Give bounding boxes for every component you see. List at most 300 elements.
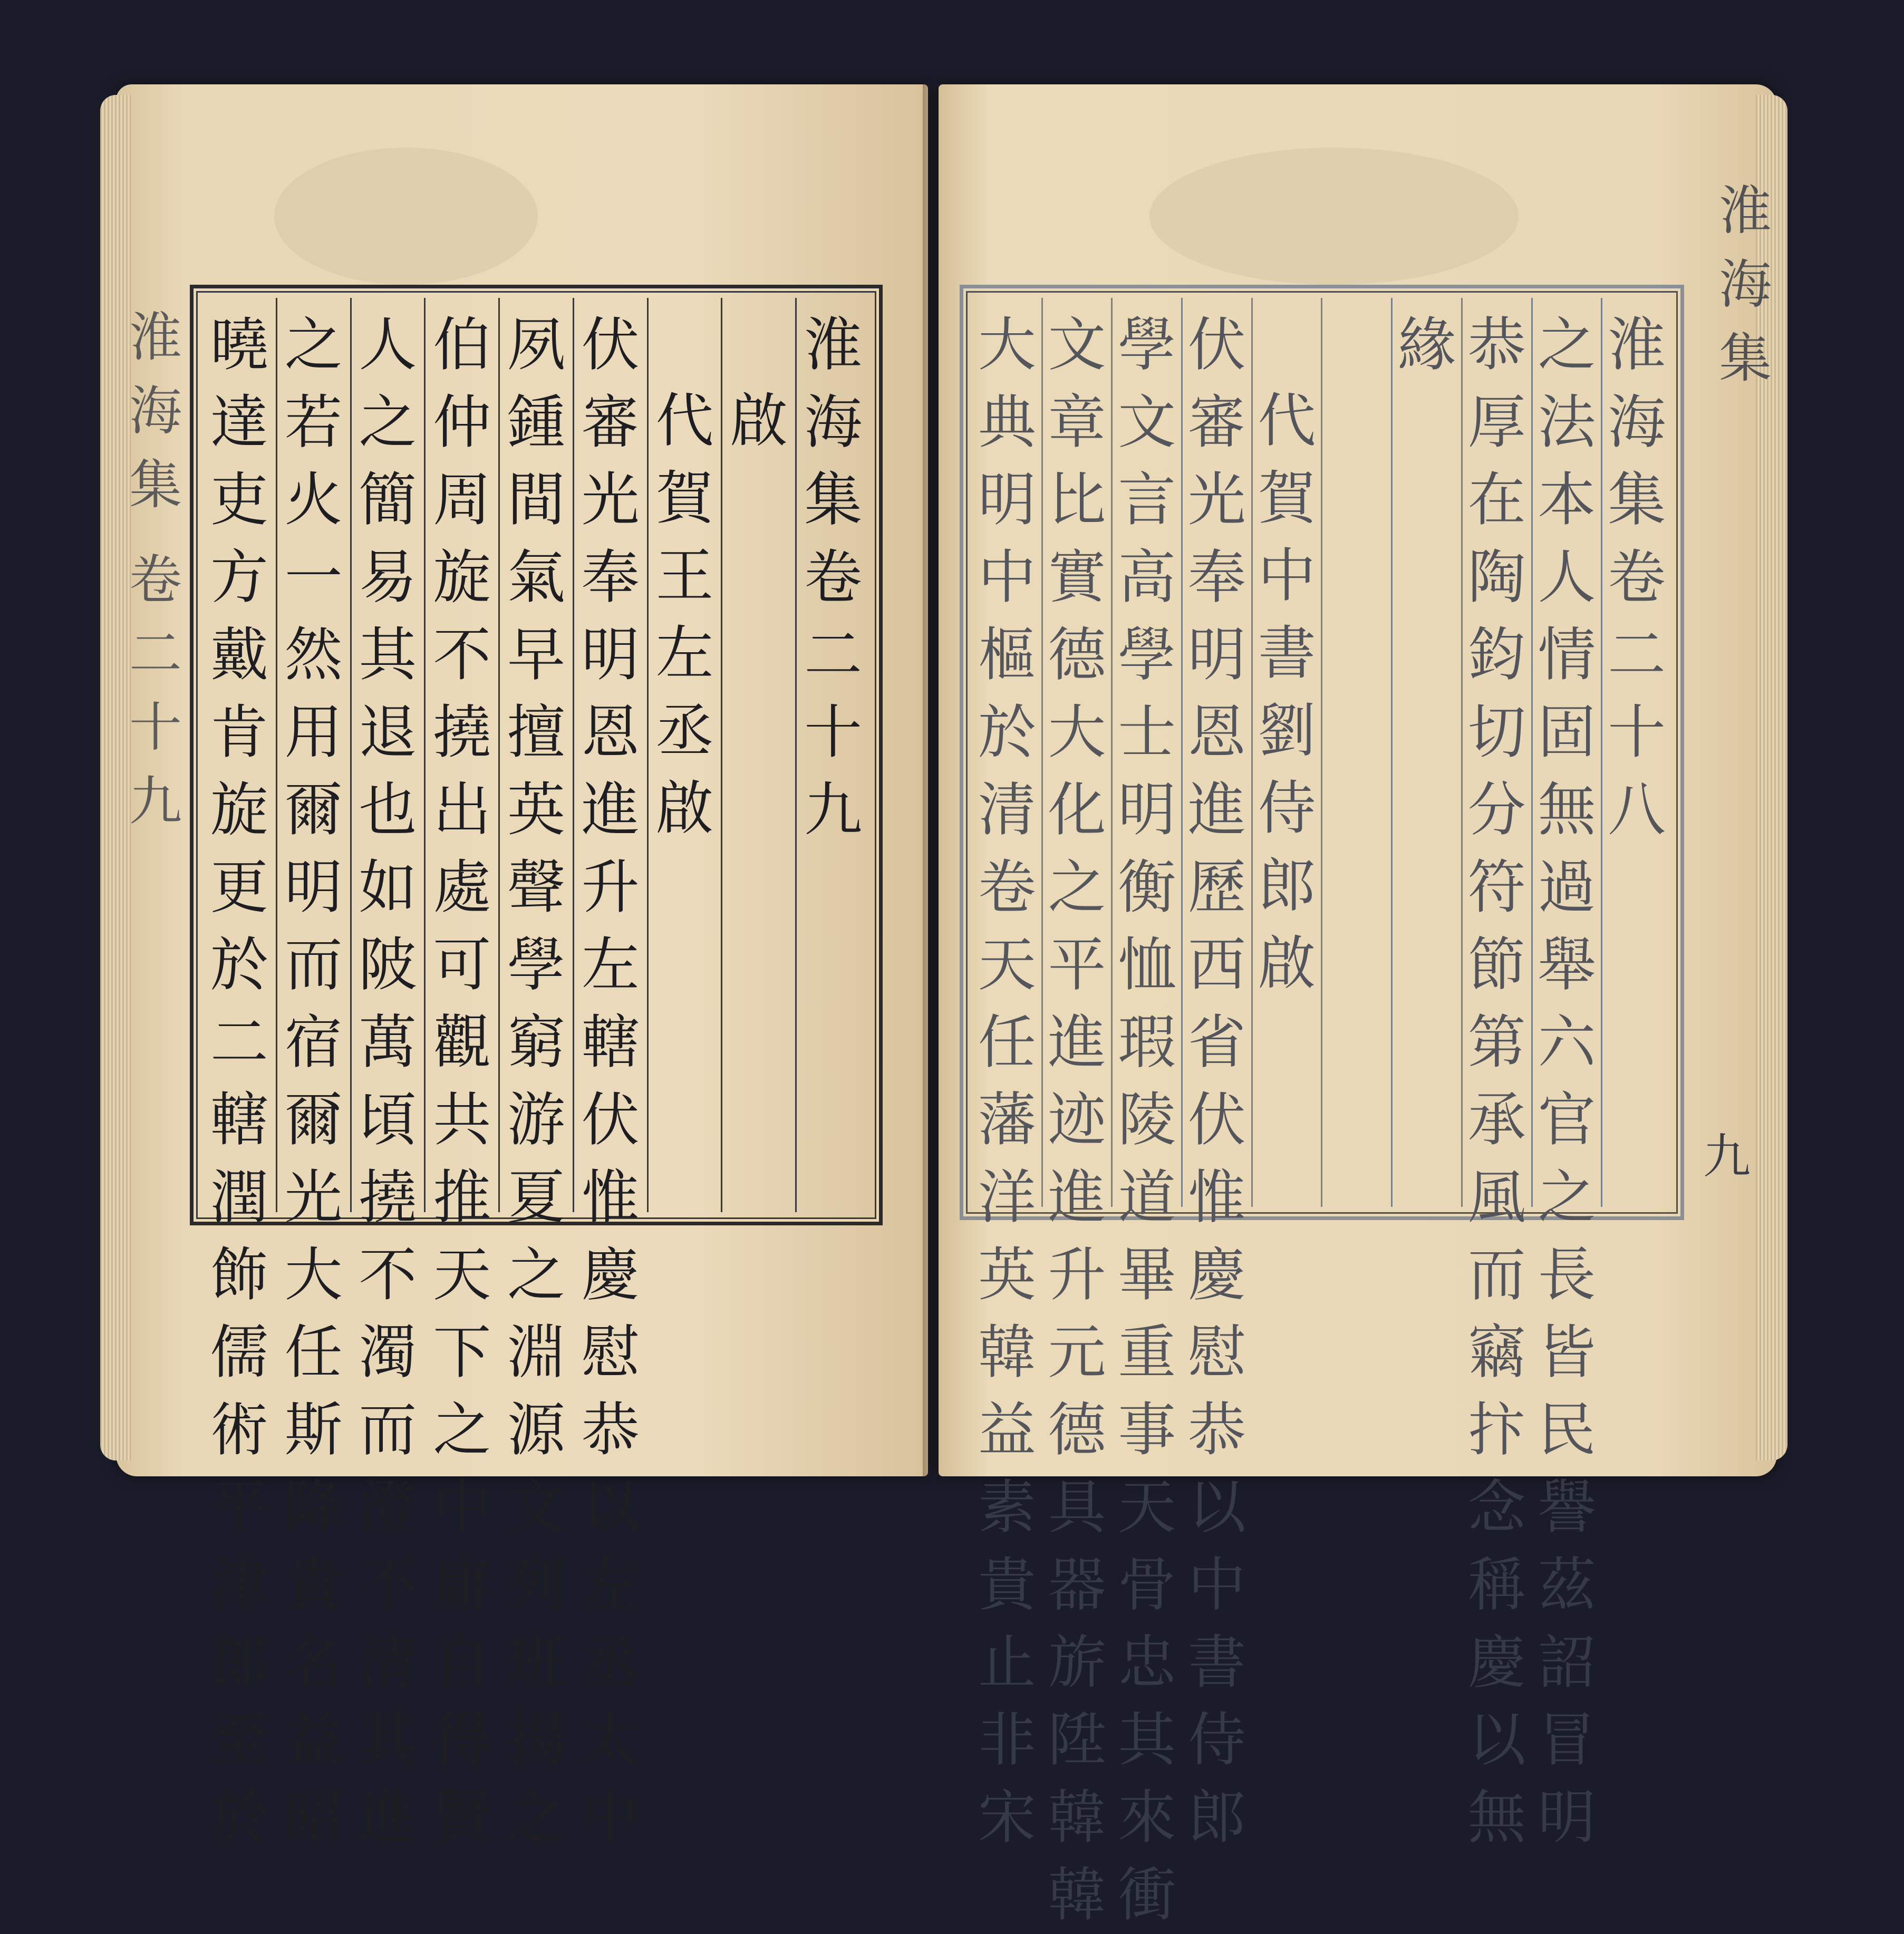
character: 慶 [581,1241,640,1309]
character: 抃 [1467,1396,1526,1464]
character: 比 [1048,466,1106,534]
character: 左 [581,931,640,999]
character: 念 [1467,1474,1526,1541]
character: 伏 [581,311,640,379]
character: 清 [359,1629,417,1696]
character: 爾 [284,776,343,844]
character: 而 [359,1396,417,1464]
character: 撓 [359,1164,417,1231]
character: 止 [978,1629,1036,1696]
character: 在 [1467,466,1526,534]
character: 骨 [1118,1551,1176,1619]
character: 賀 [1258,465,1316,532]
character: 伏 [1187,1086,1246,1154]
character: 官 [1538,1086,1596,1154]
character: 以 [1467,1706,1526,1774]
character: 其 [359,1706,417,1774]
character: 也 [359,776,417,844]
character: 之 [507,1784,565,1851]
character: 奉 [1187,544,1246,611]
character: 二 [1608,621,1666,689]
character: 清 [978,776,1036,844]
character: 明 [1538,1784,1596,1851]
character: 大 [1048,699,1106,766]
character: 緣 [1398,311,1456,379]
character: 人 [359,311,417,379]
character: 夏 [507,1164,565,1231]
character: 詔 [1538,1629,1596,1696]
text-column [721,298,795,1212]
character: 吏 [210,466,268,534]
character: 鈞 [1467,621,1526,689]
character: 惟 [1187,1164,1246,1231]
character: 進 [581,776,640,844]
character: 簡 [359,466,417,534]
character: 瑕 [1118,1009,1176,1076]
character: 符 [1467,854,1526,921]
character: 光 [581,466,640,534]
character: 恭 [1467,311,1526,379]
character: 窮 [507,1009,565,1076]
text-column [795,298,869,1212]
character: 明 [1118,776,1176,844]
character: 侍 [1258,775,1316,842]
character: 昭 [284,1784,343,1851]
character: 啟 [1258,930,1316,997]
character: 竊 [1467,1319,1526,1386]
character: 太 [581,1706,640,1774]
character: 之 [1048,854,1106,921]
character: 分 [1467,776,1526,844]
character: 不 [359,1241,417,1309]
character: 化 [1048,776,1106,844]
character: 啟 [730,387,788,455]
character: 審 [581,389,640,456]
right-page [939,84,1777,1929]
character: 以 [581,1474,640,1541]
character: 然 [284,621,343,689]
character: 韓 [1048,1861,1106,1929]
character: 其 [1118,1706,1176,1774]
character: 高 [1118,544,1176,611]
character: 一 [284,544,343,611]
character: 聲 [507,854,565,921]
text-column [203,298,276,1851]
character: 二 [804,621,863,689]
character: 列 [507,1551,565,1619]
character: 於 [210,931,268,999]
character: 賢 [433,1784,491,1851]
character: 光 [1187,466,1246,534]
character: 可 [433,931,491,999]
character: 任 [284,1319,343,1386]
character: 陵 [1118,1086,1176,1154]
character: 不 [359,1551,417,1619]
character: 西 [1187,931,1246,999]
character: 忠 [1118,1629,1176,1696]
character: 間 [507,466,565,534]
character: 於 [210,1784,268,1851]
character: 撓 [433,699,491,766]
character: 情 [1538,621,1596,689]
character: 其 [359,621,417,689]
character: 中 [433,1474,491,1541]
character: 火 [284,466,343,534]
character: 文 [507,1474,565,1541]
character: 慶 [1187,1241,1246,1309]
text-column [350,298,424,1851]
character: 降 [284,1474,343,1541]
character: 下 [433,1319,491,1386]
character: 夙 [507,311,565,379]
character: 郎 [1258,852,1316,920]
character: 章 [1048,389,1106,456]
character: 益 [284,1706,343,1774]
character: 海 [804,389,863,456]
character: 源 [507,1396,565,1464]
character: 用 [284,699,343,766]
text-column [1181,298,1251,1851]
character: 士 [1118,699,1176,766]
character: 曉 [210,311,268,379]
text-column [647,298,721,1212]
character: 淮 [804,311,863,379]
text-column [1601,298,1671,1207]
character: 重 [1118,1319,1176,1386]
character: 慰 [581,1319,640,1386]
left-margin-title: 淮 海 集 卷 二 十 九 [129,306,182,832]
paper-stain [274,148,538,285]
character: 茲 [1538,1551,1596,1619]
character: 郎 [210,1629,268,1696]
character: 人 [1538,544,1596,611]
text-column [1041,298,1112,1929]
character: 英 [978,1241,1036,1309]
character: 海 [1608,389,1666,456]
character: 器 [1048,1551,1106,1619]
character: 明 [581,621,640,689]
character: 切 [1467,699,1526,766]
text-column [1111,298,1181,1929]
character: 術 [210,1396,268,1464]
character: 藩 [978,1086,1036,1154]
character: 省 [1187,1009,1246,1076]
character: 之 [1538,311,1596,379]
character: 而 [284,931,343,999]
character: 更 [210,854,268,921]
character: 畢 [1118,1241,1176,1309]
text-column [276,298,350,1851]
character: 二 [210,1009,268,1076]
character: 如 [359,854,417,921]
character: 陞 [1048,1706,1106,1774]
character: 宋 [978,1784,1036,1851]
character: 來 [1118,1784,1176,1851]
character: 之 [433,1396,491,1464]
character: 以 [1187,1474,1246,1541]
character: 節 [1467,931,1526,999]
character: 共 [433,1086,491,1154]
character: 德 [1048,621,1106,689]
character: 觀 [433,1009,491,1076]
character: 無 [1538,776,1596,844]
character: 承 [1467,1086,1526,1154]
character: 方 [210,544,268,611]
character: 平 [210,1474,268,1541]
character: 益 [978,1396,1036,1464]
character: 書 [1187,1629,1246,1696]
character: 元 [1048,1319,1106,1386]
character: 八 [1608,776,1666,844]
character: 於 [978,699,1036,766]
character: 文 [1048,311,1106,379]
character: 貴 [284,1551,343,1619]
character: 具 [1048,1474,1106,1541]
character: 法 [1538,389,1596,456]
character: 不 [433,621,491,689]
right-edge-title: 淮 海 集 [1714,174,1777,395]
character: 厚 [1467,389,1526,456]
character: 天 [978,931,1036,999]
character: 過 [1538,854,1596,921]
text-column [573,298,647,1851]
character: 舉 [1538,931,1596,999]
text-column [1531,298,1601,1851]
character: 冒 [1538,1706,1596,1774]
character: 明 [978,466,1036,534]
character: 十 [1608,699,1666,766]
text-column [498,298,573,1851]
character: 慰 [1187,1319,1246,1386]
character: 恩 [581,699,640,766]
text-column [1461,298,1531,1851]
character: 旋 [433,544,491,611]
character: 書 [1258,620,1316,687]
left-text-frame [190,285,883,1851]
character: 萬 [359,1009,417,1076]
character: 旂 [1048,1629,1106,1696]
character: 歷 [1187,854,1246,921]
character: 斯 [284,1396,343,1464]
character: 肯 [210,699,268,766]
character: 典 [978,389,1036,456]
character: 中 [1187,1551,1246,1619]
character: 皆 [1538,1319,1596,1386]
page-number: 九 [1703,1129,1751,1184]
character: 名 [284,1629,343,1696]
character: 宿 [284,1009,343,1076]
character: 大 [284,1241,343,1309]
character: 津 [210,1551,268,1619]
text-column [1391,298,1461,1207]
character: 明 [1187,621,1246,689]
character: 旋 [210,776,268,844]
text-column [973,298,1041,1851]
character: 潤 [210,1164,268,1231]
character: 學 [1118,311,1176,379]
character: 無 [1467,1784,1526,1851]
character: 之 [284,311,343,379]
character: 代 [1258,387,1316,455]
character: 進 [1187,776,1246,844]
character: 易 [359,544,417,611]
open-book [116,84,1777,1929]
character: 學 [1118,621,1176,689]
character: 平 [1048,931,1106,999]
character: 丞 [581,1629,640,1696]
character: 爾 [284,1086,343,1154]
character: 擅 [507,699,565,766]
character: 貴 [978,1551,1036,1619]
character: 固 [1538,699,1596,766]
character: 揚 [507,1706,565,1774]
character: 中 [978,544,1036,611]
character: 九 [804,776,863,844]
character: 升 [581,854,640,921]
character: 左 [581,1551,640,1619]
character: 中 [581,1784,640,1851]
character: 王 [655,542,714,610]
character: 非 [978,1706,1036,1774]
character: 班 [507,1629,565,1696]
character: 代 [655,387,714,455]
character: 推 [433,1164,491,1231]
character: 退 [359,699,417,766]
character: 出 [433,776,491,844]
character: 進 [1048,1164,1106,1231]
character: 第 [1467,1009,1526,1076]
character: 至 [210,1706,268,1774]
character: 恩 [1187,699,1246,766]
character: 集 [804,466,863,534]
character: 處 [433,854,491,921]
character: 惟 [581,1164,640,1231]
character: 衝 [1118,1861,1176,1929]
character: 慶 [1467,1629,1526,1696]
character: 素 [978,1474,1036,1541]
character: 卷 [1608,544,1666,611]
character: 丞 [655,697,714,765]
left-page [116,84,928,1851]
text-column [1321,298,1391,1207]
character: 進 [359,1784,417,1851]
character: 文 [1118,389,1176,456]
character: 得 [433,1706,491,1774]
character: 轄 [581,1009,640,1076]
character: 鍾 [507,389,565,456]
character: 民 [1538,1396,1596,1464]
character: 道 [1118,1164,1176,1231]
character: 伏 [1187,311,1246,379]
character: 任 [978,1009,1036,1076]
character: 自 [433,1629,491,1696]
character: 澄 [359,1474,417,1541]
character: 儒 [210,1319,268,1386]
character: 大 [978,311,1036,379]
character: 陂 [359,931,417,999]
character: 樞 [978,621,1036,689]
character: 長 [1538,1241,1596,1309]
character: 韓 [978,1319,1036,1386]
text-column [424,298,498,1851]
edge-title-text: 淮 [1719,180,1772,241]
character: 進 [1048,1009,1106,1076]
character: 左 [655,620,714,687]
character: 伯 [433,311,491,379]
character: 達 [210,389,268,456]
character: 頃 [359,1086,417,1154]
character: 稱 [1467,1551,1526,1619]
character: 集 [1608,466,1666,534]
character: 天 [433,1241,491,1309]
character: 升 [1048,1241,1106,1309]
character: 庸 [433,1551,491,1619]
character: 啟 [655,775,714,842]
text-column [1251,298,1321,1207]
character: 之 [507,1241,565,1309]
character: 言 [1118,466,1176,534]
paper-stain [1149,148,1519,285]
character: 游 [507,1086,565,1154]
character: 濁 [359,1319,417,1386]
character: 周 [433,466,491,534]
character: 風 [1467,1164,1526,1231]
character: 飾 [210,1241,268,1309]
character: 劉 [1258,697,1316,765]
character: 實 [1048,544,1106,611]
character: 淵 [507,1319,565,1386]
character: 伏 [581,1086,640,1154]
character: 本 [1538,466,1596,534]
character: 韓 [1048,1784,1106,1851]
character: 德 [1048,1396,1106,1464]
character: 學 [507,931,565,999]
right-text-frame [960,285,1684,1929]
character: 轄 [210,1086,268,1154]
character: 六 [1538,1009,1596,1076]
character: 賀 [655,465,714,532]
character: 中 [1258,542,1316,610]
character: 恤 [1118,931,1176,999]
character: 審 [1187,389,1246,456]
character: 迹 [1048,1086,1106,1154]
character: 光 [284,1164,343,1231]
character: 卷 [978,854,1036,921]
character: 早 [507,621,565,689]
character: 卷 [804,544,863,611]
character: 衡 [1118,854,1176,921]
character: 仲 [433,389,491,456]
character: 氣 [507,544,565,611]
character: 譽 [1538,1474,1596,1541]
character: 十 [804,699,863,766]
character: 而 [1467,1241,1526,1309]
character: 郎 [1187,1784,1246,1851]
character: 侍 [1187,1706,1246,1774]
character: 明 [284,854,343,921]
character: 若 [284,389,343,456]
character: 恭 [581,1396,640,1464]
character: 之 [359,389,417,456]
character: 洋 [978,1164,1036,1231]
character: 英 [507,776,565,844]
character: 事 [1118,1396,1176,1464]
character: 戴 [210,621,268,689]
character: 天 [1118,1474,1176,1541]
character: 恭 [1187,1396,1246,1464]
character: 陶 [1467,544,1526,611]
character: 奉 [581,544,640,611]
